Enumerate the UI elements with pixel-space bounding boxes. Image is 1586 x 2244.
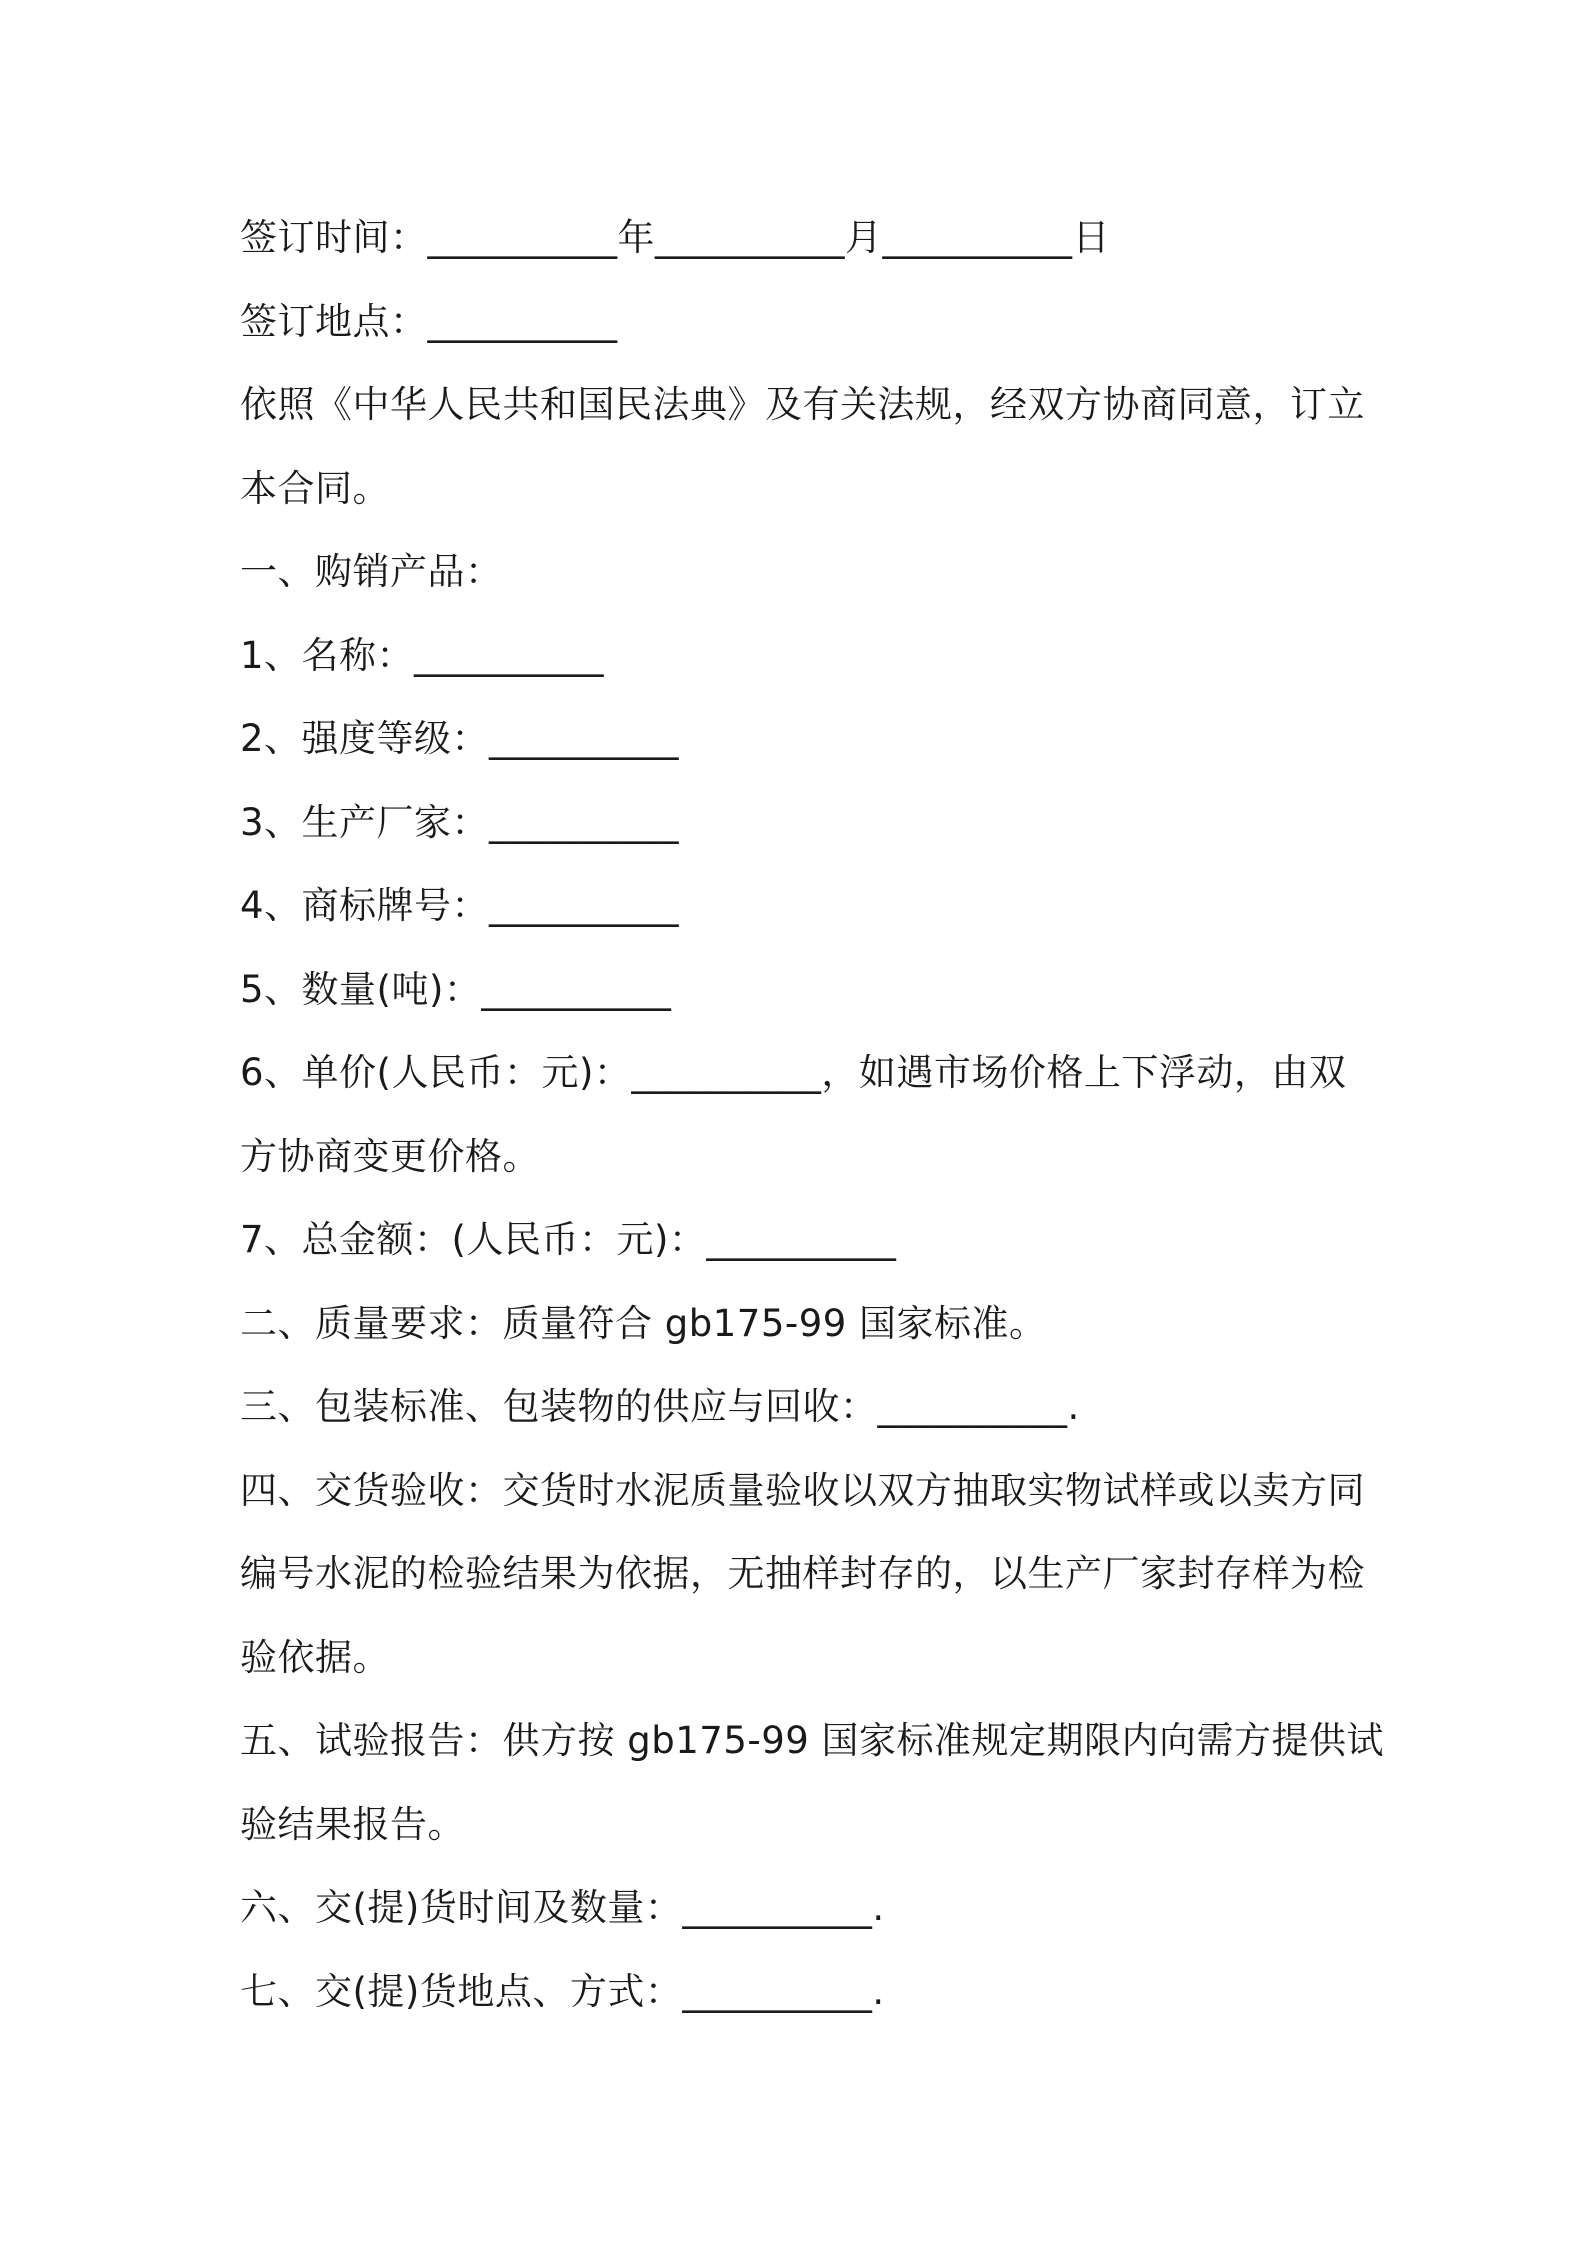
item-total-amount: 7、总金额：(人民币：元)：__________ — [240, 1218, 897, 1261]
section-6-delivery-time: 六、交(提)货时间及数量：__________. — [240, 1886, 885, 1929]
section-4-acceptance-line-3: 验依据。 — [240, 1635, 390, 1679]
item-unit-price-line-1: 6、单价(人民币：元)：__________，如遇市场价格上下浮动，由双 — [240, 1051, 1347, 1094]
item-unit-price-line-2: 方协商变更价格。 — [240, 1134, 540, 1178]
signing-date-line: 签订时间：__________年__________月__________日 — [240, 216, 1110, 259]
section-1-heading: 一、购销产品： — [240, 550, 503, 593]
section-2-quality: 二、质量要求：质量符合 gb175-99 国家标准。 — [240, 1301, 1047, 1345]
item-manufacturer: 3、生产厂家：__________ — [240, 800, 680, 844]
section-4-acceptance-line-2: 编号水泥的检验结果为依据，无抽样封存的，以生产厂家封存样为检 — [240, 1552, 1365, 1595]
section-3-packaging: 三、包装标准、包装物的供应与回收：__________. — [240, 1385, 1080, 1428]
preamble-line-1: 依照《中华人民共和国民法典》及有关法规，经双方协商同意，订立 — [240, 383, 1365, 426]
section-5-test-report-line-1: 五、试验报告：供方按 gb175-99 国家标准规定期限内向需方提供试 — [240, 1719, 1385, 1762]
preamble-line-2: 本合同。 — [240, 466, 390, 510]
item-strength-grade: 2、强度等级：__________ — [240, 717, 680, 760]
signing-place-line: 签订地点：__________ — [240, 299, 618, 343]
section-5-test-report-line-2: 验结果报告。 — [240, 1802, 465, 1846]
item-brand: 4、商标牌号：__________ — [240, 884, 680, 927]
contract-body — [240, 196, 1385, 2033]
section-4-acceptance-line-1: 四、交货验收：交货时水泥质量验收以双方抽取实物试样或以卖方同 — [240, 1468, 1365, 1512]
item-quantity: 5、数量(吨)：__________ — [240, 967, 672, 1011]
item-name: 1、名称：__________ — [240, 633, 605, 677]
section-7-delivery-place: 七、交(提)货地点、方式：__________. — [240, 1969, 885, 2013]
